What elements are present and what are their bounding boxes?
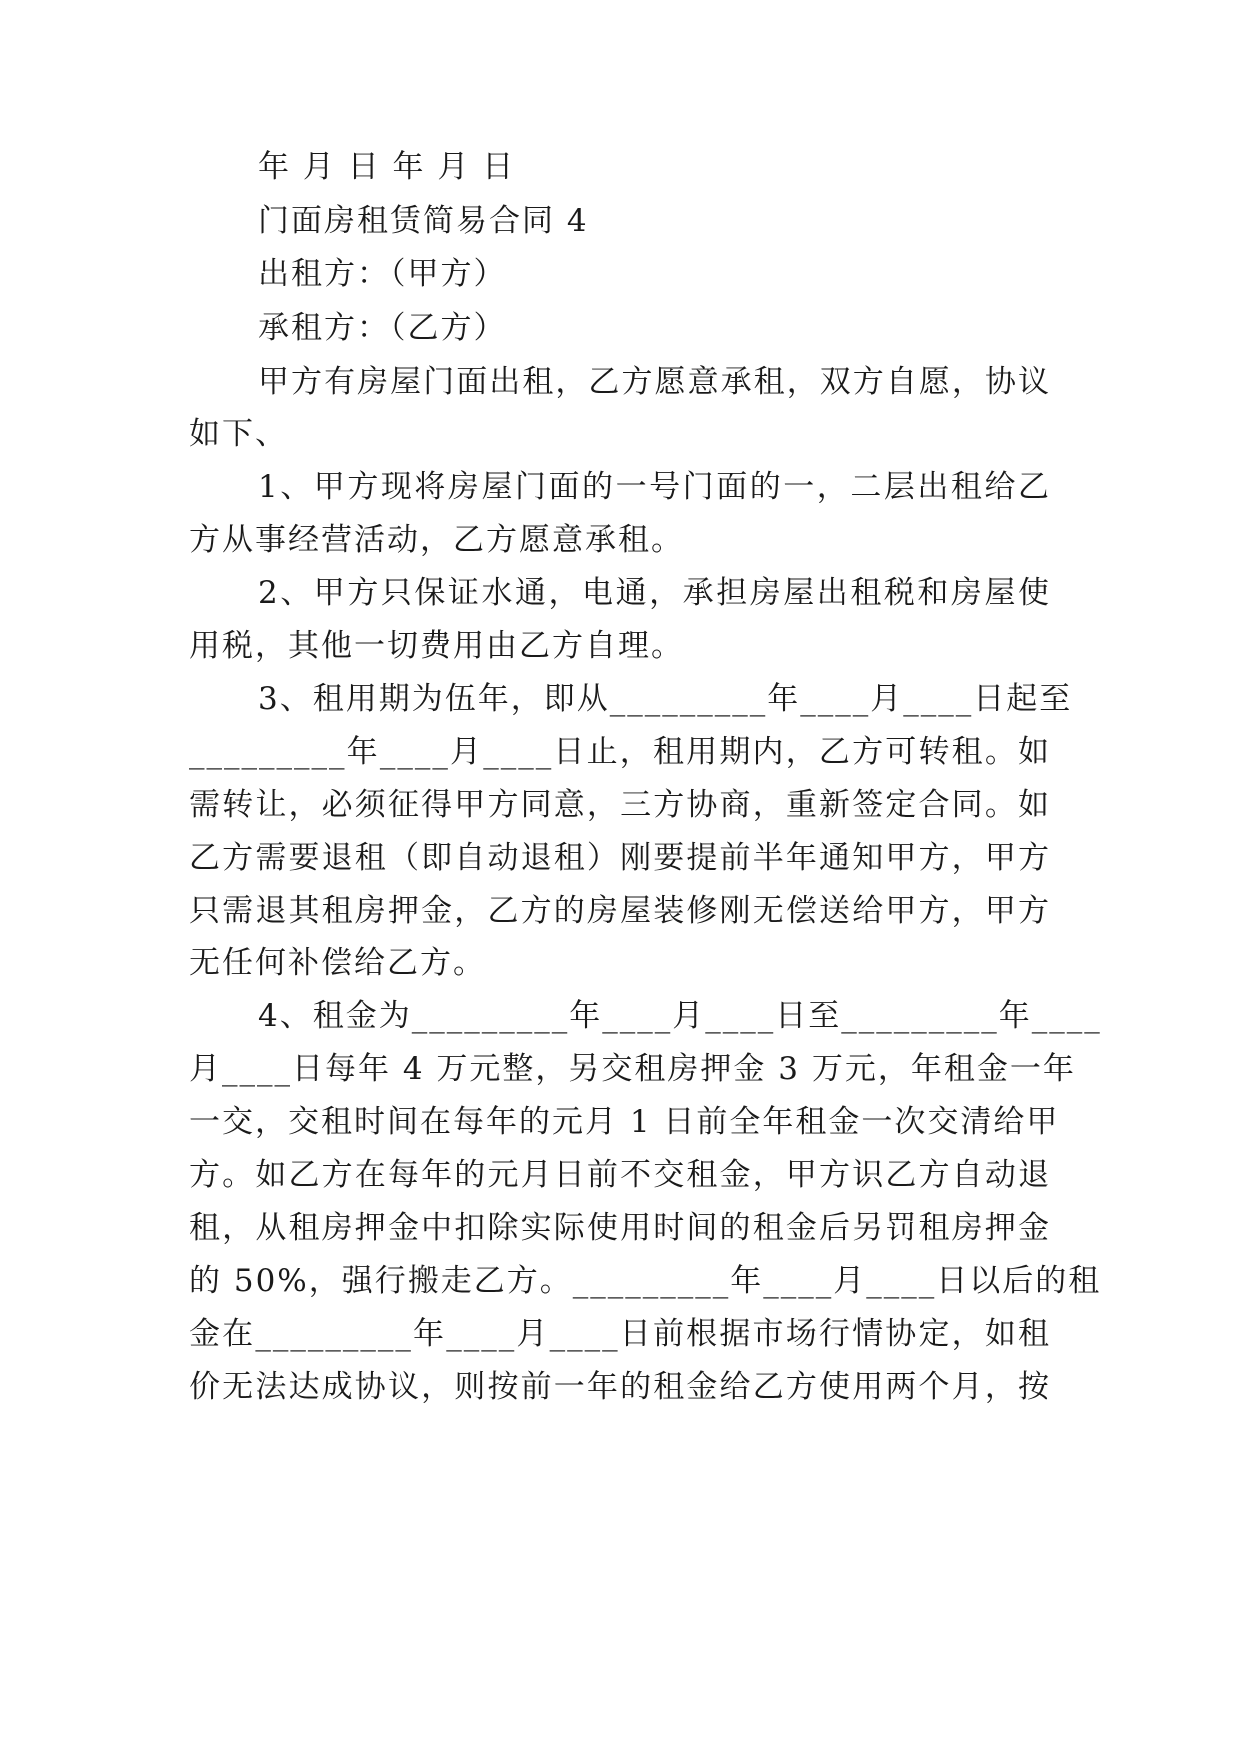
lessor-line: 出租方：（甲方） (258, 256, 507, 292)
clause2-line-1: 2、甲方只保证水通，电通，承担房屋出租税和房屋使 (258, 575, 1051, 611)
clause1-line-2: 方从事经营活动，乙方愿意承租。 (189, 522, 684, 558)
clause4-line-6: 的 50%，强行搬走乙方。_________年____月____日以后的租 (189, 1263, 1102, 1299)
lessee-line: 承租方：（乙方） (258, 310, 507, 346)
clause4-line-5: 租，从租房押金中扣除实际使用时间的租金后另罚租房押金 (189, 1210, 1051, 1246)
document-title: 门面房租赁简易合同 4 (258, 203, 589, 239)
clause3-line-6: 无任何补偿给乙方。 (189, 945, 486, 981)
clause3-line-5: 只需退其租房押金，乙方的房屋装修刚无偿送给甲方，甲方 (189, 893, 1051, 929)
clause3-line-4: 乙方需要退租（即自动退租）刚要提前半年通知甲方，甲方 (189, 840, 1051, 876)
clause4-line-8: 价无法达成协议，则按前一年的租金给乙方使用两个月，按 (189, 1369, 1051, 1405)
clause4-line-1: 4、租金为_________年____月____日至_________年____ (258, 998, 1102, 1034)
clause2-line-2: 用税，其他一切费用由乙方自理。 (189, 628, 684, 664)
intro-line-1: 甲方有房屋门面出租，乙方愿意承租，双方自愿，协议 (258, 364, 1051, 400)
clause3-line-3: 需转让，必须征得甲方同意，三方协商，重新签定合同。如 (189, 787, 1051, 823)
intro-line-2: 如下、 (189, 416, 288, 452)
clause4-line-2: 月____日每年 4 万元整，另交租房押金 3 万元，年租金一年 (189, 1051, 1076, 1087)
date-line: 年 月 日 年 月 日 (258, 149, 516, 185)
clause4-line-7: 金在_________年____月____日前根据市场行情协定，如租 (189, 1316, 1051, 1352)
clause1-line-1: 1、甲方现将房屋门面的一号门面的一，二层出租给乙 (258, 469, 1051, 505)
clause4-line-3: 一交，交租时间在每年的元月 1 日前全年租金一次交清给甲 (189, 1104, 1060, 1140)
clause3-line-1: 3、租用期为伍年，即从_________年____月____日起至 (258, 681, 1073, 717)
clause3-line-2: _________年____月____日止，租用期内，乙方可转租。如 (189, 734, 1051, 770)
clause4-line-4: 方。如乙方在每年的元月日前不交租金，甲方识乙方自动退 (189, 1157, 1051, 1193)
